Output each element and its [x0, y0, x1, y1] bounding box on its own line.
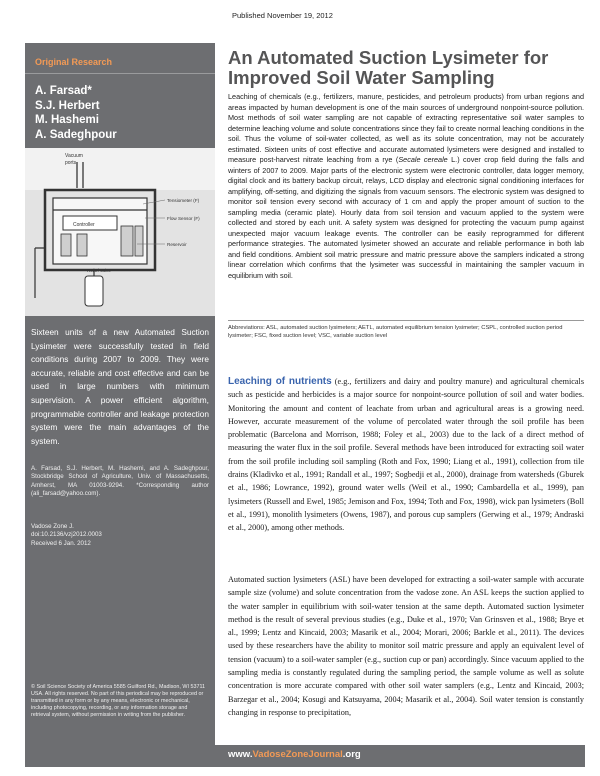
section-label: Original Research [35, 57, 113, 67]
author: M. Hashemi [35, 114, 99, 126]
cylinder [121, 226, 133, 256]
abstract-text: Leaching of chemicals (e.g., fertilizers, manure, pesticides, and petroleum products) from urban regions and areas impacted by human development is one of the main sources of underground nonpoint-source pollution. Most methods of soil water sampling are not capable of extracting representative soil water samples to determine leaching volume and solute concentrations since they fail to create normal leaching conditions in the soil. Thus the volume of soil-water collected, as well as its solute concentration, may not be accurately estimated. Sixteen units of cost effective and accurate automated lysimeters were designed and installed to measure post-harvest nitrate leaching from a rye ( [228, 92, 584, 164]
sidebar-summary: Sixteen units of a new Automated Suction Lysimeter were successfully tested in field conditions during 2007 to 2009. They were accurate, reliable and cost effective and can be used in large numbers with minimum supervision. A power efficient algorithm, programmable controller and leakage protection system were the main advantages of the system. [31, 327, 209, 446]
author-affiliation: A. Farsad, S.J. Herbert, M. Hashemi, and A. Sadeghpour, Stockbridge School of Agriculture, Univ. of Massachusetts, Amherst, MA 01003-9294. *Corresponding author (ali_farsad@yahoo.com). [31, 465, 209, 497]
lysimeter-diagram [25, 148, 215, 316]
body-paragraph: Automated suction lysimeters (ASL) have been developed for extracting a soil-water sample with accurate sample size (volume) and solute concentration from the vadose zone. An ASL keeps the suction applied to the water sampler in equilibrium with soil-water tension at the same depth. Automated suction lysimeter method is the result of several previous studies (e.g., Duke et al., 1970; Van Grinsven et al., 1988; Brye et al., 1999; Lentz and Kincaid, 2003; Masarik et al., 2004; Morari, 2006; Barkle et al., 2011). The devices used by these researchers have the ability to monitor soil matric pressure and apply an equivalent level of tension (vacuum) to a soil-water sampler (e.g., suction cup or pan) accordingly. Since vacuum applied to the sampling media is constantly regulated during the sampling period, the sample volume as well as solute concentration is more accurate compared with other soil water samplers (e.g., Lentz and Kincaid, 2003; Barzegar et al., 2004; Kosugi and Katsuyama, 2004; Masarik et al., 2004). Soil water tension is constantly changing in response to precipitation, [228, 575, 584, 717]
url-suffix: .org [342, 749, 361, 760]
sidebar-divider [25, 73, 215, 74]
abstract-divider [228, 320, 584, 321]
received-date: Received 6 Jan. 2012 [31, 539, 91, 547]
published-date: Published November 19, 2012 [232, 11, 333, 20]
journal-info [31, 523, 209, 548]
journal-name: Vadose Zone J. [31, 523, 74, 530]
abstract [228, 92, 584, 281]
paragraph-text: (e.g., fertilizers and dairy and poultry manure) and agricultural chemicals such as pesticide and herbicides is a major source for nonpoint-source pollution of soil and water bodies. Monitoring the amount and content of leachate from urban and agricultural areas is a growing need. However, accurate measurement of the volume of percolated water through the soil profile has been problematic (Barcelona and Morrison, 1988; Foley et al., 2003) due to the lack of a direct method of measuring the water flux in the soil profile. Several methods have been introduced for extracting soil water from the soil profile including soil sampling (Roth and Fox, 1990; Liang et al., 1991), collection from tile drains (Kladivko et al., 1991; Randall et al., 1997; Sogbedji et al., 2000), drainage from watersheds (Gburek et al., 1986; Lowrance, 1992), ground water wells (Weil et al., 1990; Cambardella et al., 1999), pan lysimeters (Russell and Ewel, 1985; Jemison and Fox, 1994; Toth and Fox, 1998), wick pan lysimeters (Boll et al., 1991), monolith lysimeters (Owens, 1987), and porous cup samplers (Gerwing et al., 1979; Andraski et al., 2000), among other methods. [228, 377, 585, 533]
label-relief-valve: Relief valve [87, 268, 111, 273]
url-prefix: www. [228, 749, 253, 760]
url-name: VadoseZoneJournal [252, 749, 343, 760]
label-vacuum: Vacuum [65, 153, 83, 159]
cylinder [61, 234, 71, 256]
copyright-notice: © Soil Science Society of America 5585 Guilford Rd., Madison, WI 53711 USA. All rights reserved. No part of this periodical may be reproduced or transmitted in any form or by any means, electronic or mechanical, including photocopying, recording, or any information storage and retrieval system, without permission in writing from the publisher. [31, 684, 206, 718]
paragraph-lead: Leaching of nutrients [228, 376, 332, 387]
abstract-text-cont: L.) cover crop field during the falls and winters of 2007 to 2009. Major parts of the electronic system were electronic controller, data logger memory, digital clock and its battery backup circuit, relays, LCD display and electronic signal conditioning interfaces for amplifying, off-setting, and digitizing the signals from vacuum sensors. The electronic system was designed to monitor soil tension every second with accuracy of 1 cm and apply the proper amount of suction to the sampling media (ceramic plate). Hourly data from soil tension and vacuum applied to the system were collected and stored by each unit. A safety system was designed for protecting the vacuum pump against unexpected major vacuum leakage events. The controller can be easily reprogrammed for different performance strategies. The automated lysimeter showed an accurate and reliable performance in both lab and field conditions. Ambient soil matric pressure and matric pressure above the samplers indicated a strong linear correlation which confirms that the lysimeter was successful in maintaining the sampler vacuum in equilibrium with soil. [228, 155, 585, 280]
article-title: An Automated Suction Lysimeter for Improved Soil Water Sampling [228, 47, 549, 88]
lysimeter-figure [25, 148, 215, 316]
label-ports: ports [65, 160, 77, 166]
abstract-species: Secale cereale [398, 155, 448, 164]
doi: doi:10.2136/vzj2012.0003 [31, 531, 102, 539]
label-tensiometer: Tensiometer (F) [167, 198, 200, 203]
journal-url[interactable] [228, 749, 361, 760]
author: S.J. Herbert [35, 99, 100, 112]
author: A. Sadeghpour [35, 128, 117, 141]
cylinder [135, 226, 143, 256]
cylinder [77, 234, 87, 256]
label-flow-sensor: Flow Sensor (F) [167, 216, 200, 221]
abbreviations: Abbreviations: ASL, automated suction lysimeters; AETL, automated equilibrium tension lysimeter; CSPL, controlled suction period lysimeter; FSC, fixed suction level; VSC, variable suction level [228, 325, 563, 340]
author: A. Farsad* [35, 85, 92, 97]
label-controller: Controller [73, 222, 95, 228]
author-list [35, 84, 117, 142]
reservoir-bottle [85, 276, 103, 306]
body-paragraph [228, 375, 584, 535]
label-reservoir: Reservoir [167, 242, 187, 247]
